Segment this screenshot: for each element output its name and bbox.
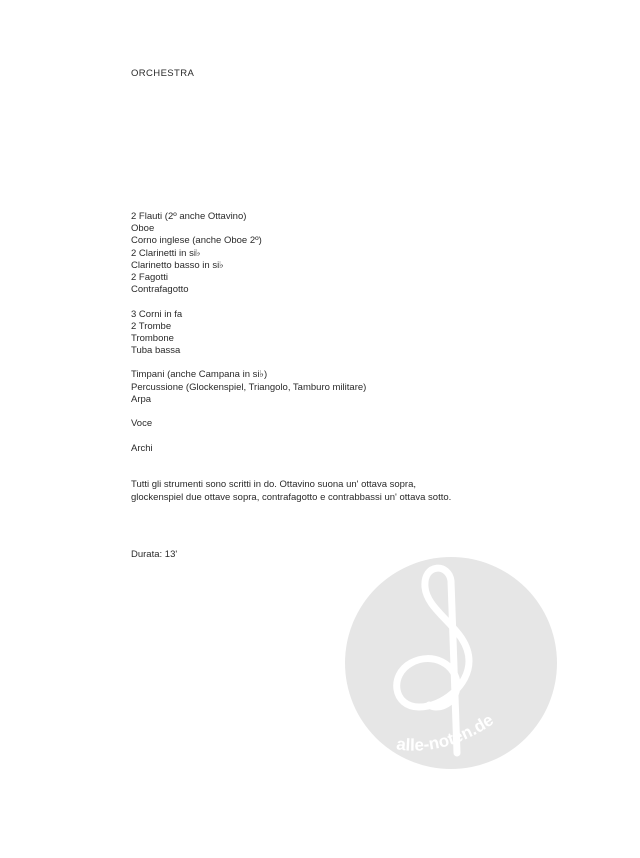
spacer — [131, 357, 366, 369]
watermark-text-path: alle-noten.de — [395, 710, 497, 755]
instrument-list — [131, 211, 366, 455]
instrument-line: Clarinetto basso in si♭ — [131, 259, 224, 271]
treble-clef-watermark-icon — [345, 557, 557, 769]
instrument-line: 2 Trombe — [131, 320, 172, 332]
instrument-line: 2 Clarinetti in si♭ — [131, 247, 201, 259]
transposition-note — [131, 478, 471, 504]
spacer — [131, 430, 366, 442]
instrument-line: 2 Fagotti — [131, 271, 168, 283]
instrument-line: Percussione (Glockenspiel, Triangolo, Tamburo militare) — [131, 381, 367, 393]
instrument-line: 2 Flauti (2º anche Ottavino) — [131, 211, 247, 222]
page-heading: ORCHESTRA — [131, 68, 195, 79]
spacer — [131, 406, 366, 418]
note-line: glockenspiel due ottave sopra, contrafagotto e contrabbassi un' ottava sotto. — [131, 492, 452, 503]
instrument-line: Timpani (anche Campana in si♭) — [131, 369, 268, 381]
instrument-line: 3 Corni in fa — [131, 308, 183, 320]
instrument-line: Corno inglese (anche Oboe 2º) — [131, 235, 262, 247]
spacer — [131, 296, 366, 308]
duration-text: Durata: 13' — [131, 549, 178, 560]
note-line: Tutti gli strumenti sono scritti in do. Ottavino suona un' ottava sopra, — [131, 479, 417, 490]
instrument-line: Voce — [131, 418, 153, 430]
instrument-line: Oboe — [131, 223, 155, 235]
instrument-line: Arpa — [131, 393, 152, 405]
instrument-line: Contrafagotto — [131, 284, 189, 296]
instrument-line: Tuba bassa — [131, 345, 181, 357]
instrument-line: Archi — [131, 442, 153, 454]
instrument-line: Trombone — [131, 332, 174, 344]
